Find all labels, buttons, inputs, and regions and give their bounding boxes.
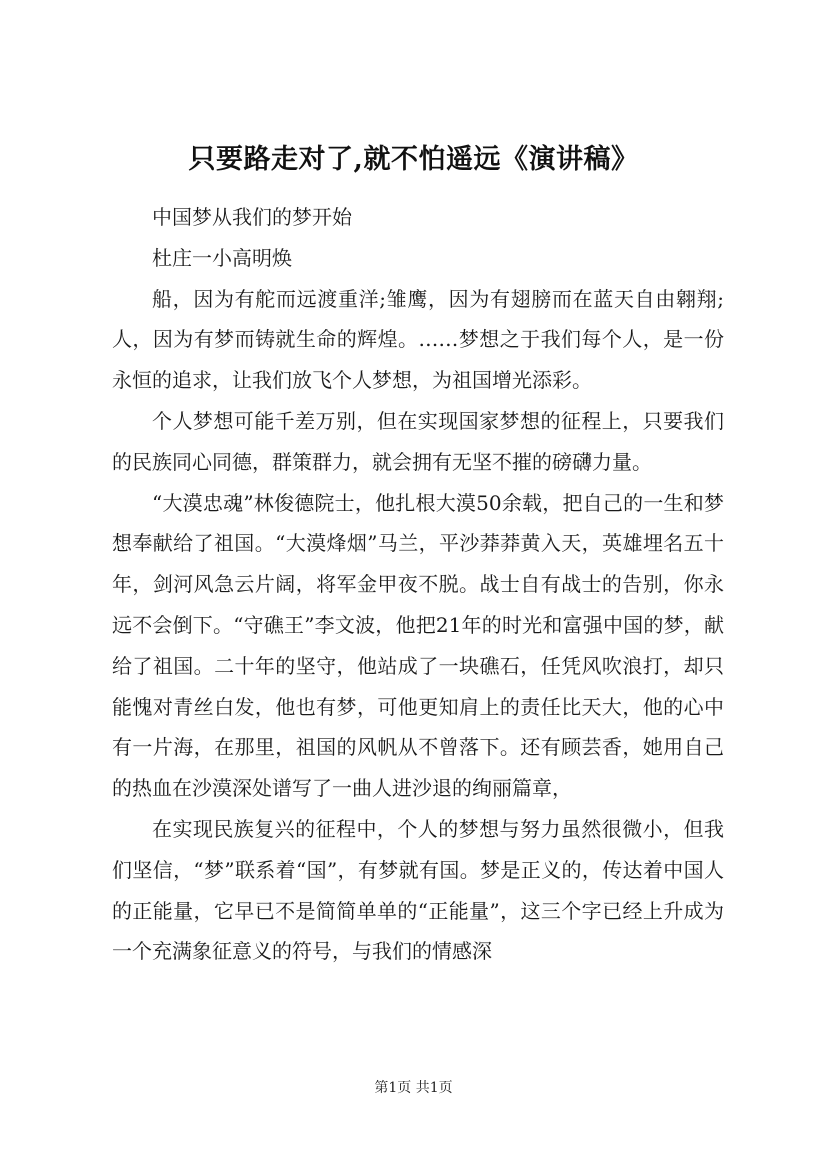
document-body [112, 197, 724, 972]
author-line: 杜庄一小高明焕 [152, 245, 292, 270]
document-title: 只要路走对了,就不怕遥远《演讲稿》 [188, 144, 639, 175]
paragraph-1: 船，因为有舵而远渡重洋;雏鹰，因为有翅膀而在蓝天自由翱翔;人，因为有梦而铸就生命的辉煌。……梦想之于我们每个人，是一份永恒的追求，让我们放飞个人梦想，为祖国增光添彩。 [112, 286, 724, 393]
subtitle-line: 中国梦从我们的梦开始 [152, 205, 352, 229]
paragraph-3: “大漠忠魂”林俊德院士，他扎根大漠50余载，把自己的一生和梦想奉献给了祖国。“大漠烽烟”马兰，平沙莽莽黄入天，英雄埋名五十年，剑河风急云片阔，将军金甲夜不脱。战士自有战士的告别，你永远不会倒下。“守礁王”李文波，他把21年的时光和富强中国的梦，献给了祖国。二十年的坚守，他站成了一块礁石，任凭风吹浪打，却只能愧对青丝白发，他也有梦，可他更知肩上的责任比天大，他的心中有一片海，在那里，祖国的风帆从不曾落下。还有顾芸香，她用自己的热血在沙漠深处谱写了一曲人进沙退的绚丽篇章， [112, 490, 724, 801]
page-footer: 第1页 共1页 [374, 1080, 453, 1096]
paragraph-4: 在实现民族复兴的征程中，个人的梦想与努力虽然很微小，但我们坚信，“梦”联系着“国”，有梦就有国。梦是正义的，传达着中国人的正能量，它早已不是简简单单的“正能量”，这三个字已经上升成为一个充满象征意义的符号，与我们的情感深 [112, 816, 724, 964]
paragraph-2: 个人梦想可能千差万别，但在实现国家梦想的征程上，只要我们的民族同心同德，群策群力，就会拥有无坚不摧的磅礴力量。 [112, 408, 724, 474]
